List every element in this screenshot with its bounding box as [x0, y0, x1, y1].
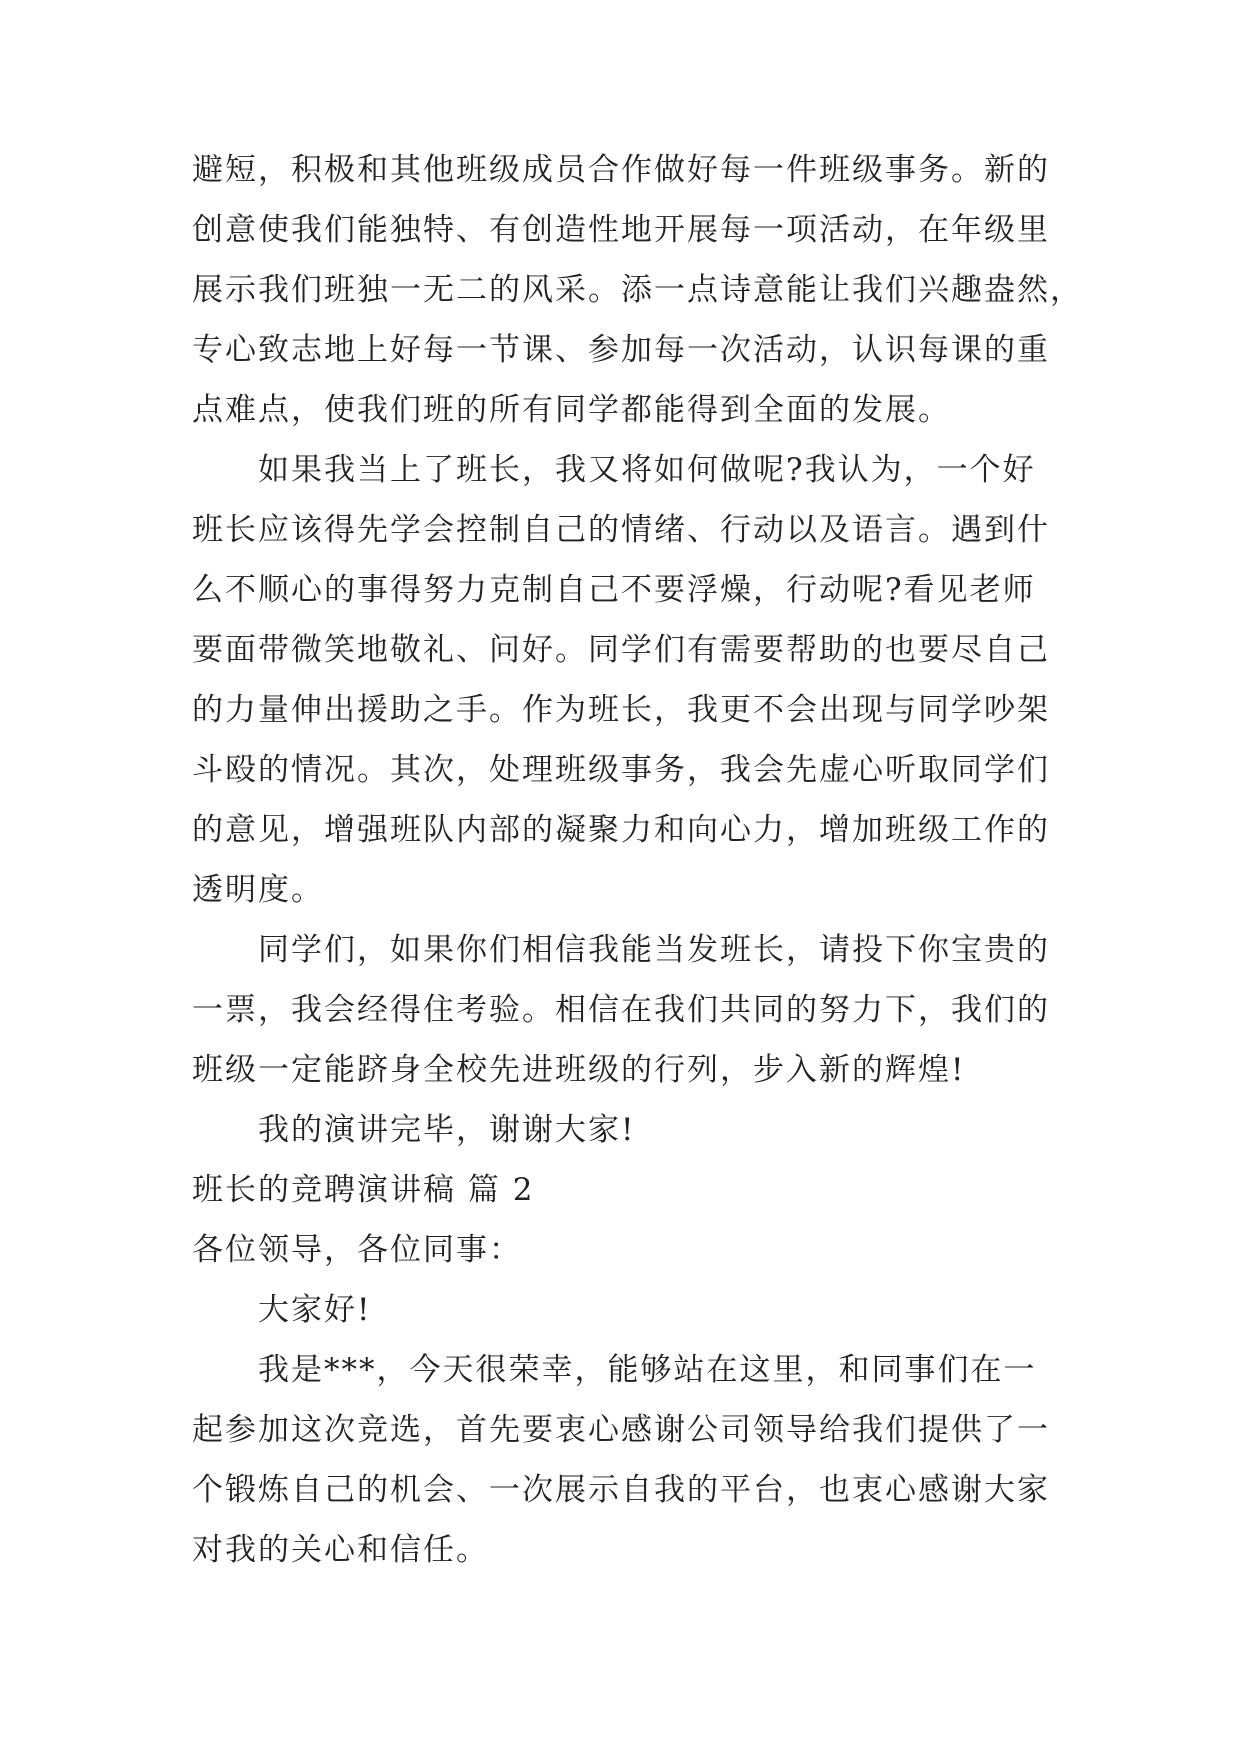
paragraph-line: 避短，积极和其他班级成员合作做好每一件班级事务。新的: [192, 152, 1050, 188]
paragraph-line: 透明度。: [192, 872, 324, 908]
paragraph-line: 展示我们班独一无二的风采。添一点诗意能让我们兴趣盎然，: [192, 272, 1083, 308]
paragraph-line: 的力量伸出援助之手。作为班长，我更不会出现与同学吵架: [192, 692, 1050, 728]
section-heading: 班长的竞聘演讲稿 篇 2: [192, 1172, 535, 1208]
paragraph-line: 我是***，今天很荣幸，能够站在这里，和同事们在一: [258, 1352, 1037, 1388]
paragraph-line: 的意见，增强班队内部的凝聚力和向心力，增加班级工作的: [192, 812, 1050, 848]
salutation: 各位领导，各位同事：: [192, 1232, 522, 1268]
paragraph-line: 创意使我们能独特、有创造性地开展每一项活动，在年级里: [192, 212, 1050, 248]
paragraph-line: 同学们，如果你们相信我能当发班长，请投下你宝贵的: [258, 932, 1050, 968]
paragraph-line: 斗殴的情况。其次，处理班级事务，我会先虚心听取同学们: [192, 752, 1050, 788]
paragraph-line: 要面带微笑地敬礼、问好。同学们有需要帮助的也要尽自己: [192, 632, 1050, 668]
paragraph-line: 班长应该得先学会控制自己的情绪、行动以及语言。遇到什: [192, 512, 1050, 548]
paragraph-line: 一票，我会经得住考验。相信在我们共同的努力下，我们的: [192, 992, 1050, 1028]
paragraph-line: 班级一定能跻身全校先进班级的行列，步入新的辉煌!: [192, 1052, 966, 1088]
paragraph-line: 个锻炼自己的机会、一次展示自我的平台，也衷心感谢大家: [192, 1472, 1050, 1508]
paragraph-line: 起参加这次竞选，首先要衷心感谢公司领导给我们提供了一: [192, 1412, 1050, 1448]
paragraph-line: 如果我当上了班长，我又将如何做呢?我认为，一个好: [258, 452, 1036, 488]
closing-line: 我的演讲完毕，谢谢大家!: [258, 1112, 636, 1148]
paragraph-line: 点难点，使我们班的所有同学都能得到全面的发展。: [192, 392, 951, 428]
paragraph-line: 专心致志地上好每一节课、参加每一次活动，认识每课的重: [192, 332, 1050, 368]
greeting: 大家好!: [258, 1292, 372, 1328]
paragraph-line: 对我的关心和信任。: [192, 1532, 489, 1568]
paragraph-line: 么不顺心的事得努力克制自己不要浮燥，行动呢?看见老师: [192, 572, 1036, 608]
